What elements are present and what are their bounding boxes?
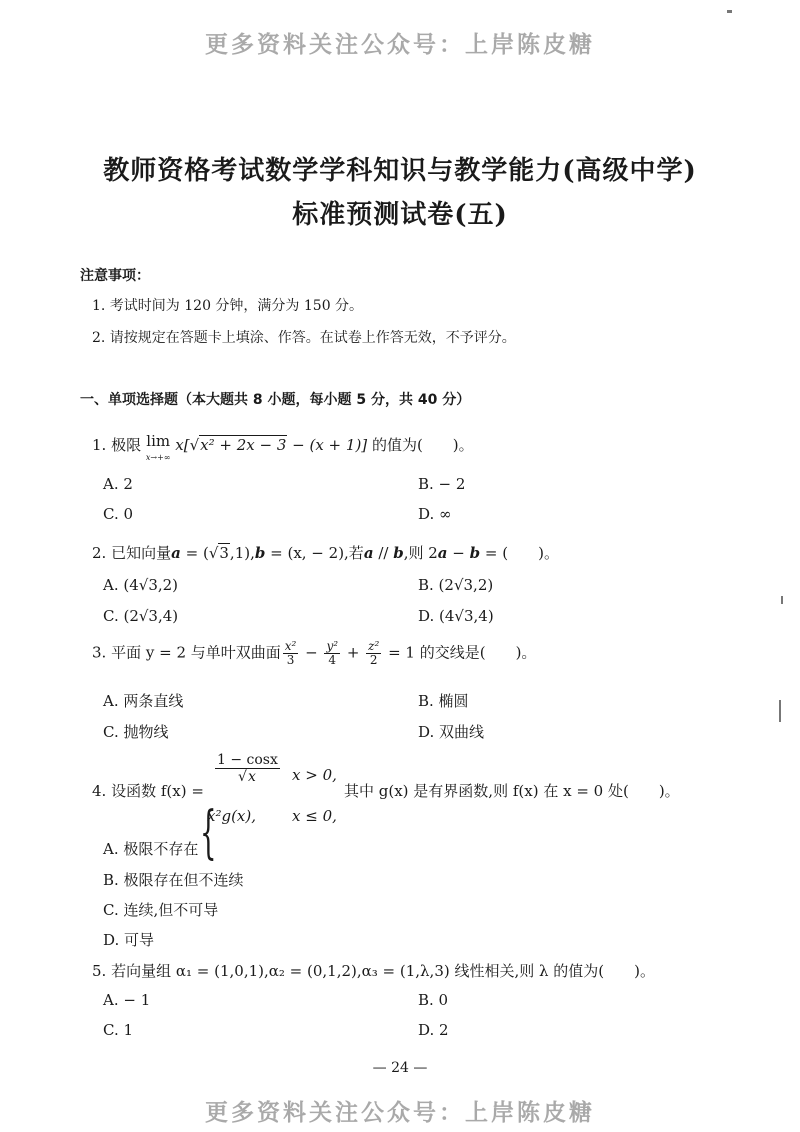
question-text: 极限 bbox=[111, 436, 142, 454]
option-d: D. 双曲线 bbox=[418, 723, 485, 741]
expression: ,则 2 bbox=[403, 544, 438, 562]
question-4-stem bbox=[92, 780, 204, 801]
watermark-top: 更多资料关注公众号：上岸陈皮糖 bbox=[205, 32, 595, 58]
denominator: 3 bbox=[286, 653, 295, 667]
vector-a: a bbox=[171, 544, 181, 562]
scan-mark bbox=[779, 700, 781, 722]
notice-item-2: 2. 请按规定在答题卡上填涂、作答。在试卷上作答无效，不予评分。 bbox=[92, 330, 516, 346]
piecewise-case-2: x²g(x), bbox=[207, 807, 257, 825]
option-c: C. 连续,但不可导 bbox=[103, 901, 219, 919]
expression: − bbox=[447, 544, 470, 562]
option-b: B. (2√3,2) bbox=[418, 576, 494, 594]
expression: − (x + 1)] bbox=[287, 436, 368, 454]
option-c: C. 1 bbox=[103, 1021, 134, 1039]
option-d: D. ∞ bbox=[418, 505, 452, 523]
question-4-text: 其中 g(x) 是有界函数,则 f(x) 在 x = 0 处( )。 bbox=[344, 782, 680, 800]
option-b: B. 极限存在但不连续 bbox=[103, 871, 244, 889]
radicand: x bbox=[247, 769, 256, 785]
fraction: $\frac{1 - \cos x}{√x}$ bbox=[217, 752, 278, 785]
option-a: A. 极限不存在 bbox=[103, 840, 199, 858]
option-b: B. 0 bbox=[418, 991, 449, 1009]
question-3 bbox=[92, 640, 536, 667]
vector-b: b bbox=[254, 544, 266, 562]
denominator: 2 bbox=[369, 653, 378, 667]
option-d: D. 2 bbox=[418, 1021, 449, 1039]
question-text: 的值为( )。 bbox=[371, 436, 474, 454]
expression: = ( bbox=[180, 544, 209, 562]
limit-operator bbox=[146, 434, 171, 465]
question-number: 5. bbox=[92, 962, 107, 980]
notice-heading: 注意事项： bbox=[80, 268, 150, 284]
question-text: 已知向量 bbox=[111, 544, 172, 562]
expression: ,1), bbox=[229, 544, 255, 562]
option-a: A. − 1 bbox=[103, 991, 151, 1009]
case-2-condition: x ≤ 0, bbox=[292, 807, 337, 825]
expression: x[ bbox=[175, 436, 190, 454]
case-1-condition: x > 0, bbox=[292, 766, 337, 784]
vector-a: a bbox=[437, 544, 448, 562]
question-number: 4. bbox=[92, 782, 107, 800]
watermark-bottom: 更多资料关注公众号：上岸陈皮糖 bbox=[205, 1100, 595, 1126]
question-text: = 1 的交线是( )。 bbox=[383, 643, 537, 662]
option-a: A. 2 bbox=[103, 475, 133, 493]
question-text: 平面 y = 2 与单叶双曲面 bbox=[111, 643, 281, 662]
radicand: 3 bbox=[219, 544, 229, 562]
option-d: D. (4√3,4) bbox=[418, 607, 494, 625]
radicand: x² + 2x − 3 bbox=[200, 436, 287, 454]
fraction bbox=[283, 640, 299, 667]
option-a: A. 两条直线 bbox=[103, 692, 184, 710]
scan-mark bbox=[727, 10, 732, 13]
exam-title: 教师资格考试数学学科知识与教学能力(高级中学) bbox=[103, 156, 697, 186]
option-b: B. 椭圆 bbox=[418, 692, 469, 710]
vector-b: b bbox=[393, 544, 404, 562]
expression: + bbox=[342, 643, 365, 662]
question-5 bbox=[92, 960, 655, 981]
question-text: = ( )。 bbox=[480, 544, 559, 562]
option-d: D. 可导 bbox=[103, 931, 155, 949]
left-brace: { bbox=[200, 801, 217, 867]
notice-item-1: 1. 考试时间为 120 分钟，满分为 150 分。 bbox=[92, 298, 364, 314]
parallel-symbol: // bbox=[373, 544, 394, 562]
option-c: C. 抛物线 bbox=[103, 723, 169, 741]
scan-mark bbox=[781, 596, 783, 604]
option-c: C. 0 bbox=[103, 505, 134, 523]
question-1: 1. 极限 lim x→+∞ x[√x² + 2x − 3 − (x + 1)] 的值为( )。 bbox=[92, 434, 474, 465]
question-number: 3. bbox=[92, 643, 107, 662]
numerator: z² bbox=[368, 639, 380, 653]
section-heading: 一、单项选择题（本大题共 8 小题，每小题 5 分，共 40 分） bbox=[80, 392, 471, 408]
numerator: x² bbox=[284, 639, 297, 653]
denominator: 4 bbox=[328, 653, 337, 667]
page-number: — 24 — bbox=[372, 1060, 428, 1076]
piecewise-case-1 bbox=[213, 752, 282, 785]
exam-subtitle: 标准预测试卷(五) bbox=[292, 200, 508, 230]
option-c: C. (2√3,4) bbox=[103, 607, 179, 625]
vector-a: a bbox=[363, 544, 374, 562]
question-text: 若向量组 α₁ = (1,0,1),α₂ = (0,1,2),α₃ = (1,λ,3) 线性相关,则 λ 的值为( )。 bbox=[111, 962, 655, 980]
limit-symbol: lim bbox=[146, 432, 171, 450]
numerator: y² bbox=[326, 639, 339, 653]
vector-b: b bbox=[469, 544, 481, 562]
numerator: 1 − cosx bbox=[217, 752, 278, 768]
limit-subscript: x→+∞ bbox=[145, 453, 171, 462]
question-number: 2. bbox=[92, 544, 107, 562]
option-b: B. − 2 bbox=[418, 475, 466, 493]
fraction bbox=[366, 640, 381, 667]
question-number: 1. bbox=[92, 436, 107, 454]
question-2: 2. 已知向量a = (√3,1),b = (x, − 2),若a // b,则 2a − b = ( )。 bbox=[92, 544, 559, 562]
expression: − bbox=[300, 643, 323, 662]
option-a: A. (4√3,2) bbox=[103, 576, 179, 594]
question-text: 设函数 f(x) = bbox=[111, 782, 204, 800]
expression: = (x, − 2),若 bbox=[265, 544, 364, 562]
fraction bbox=[324, 640, 340, 667]
